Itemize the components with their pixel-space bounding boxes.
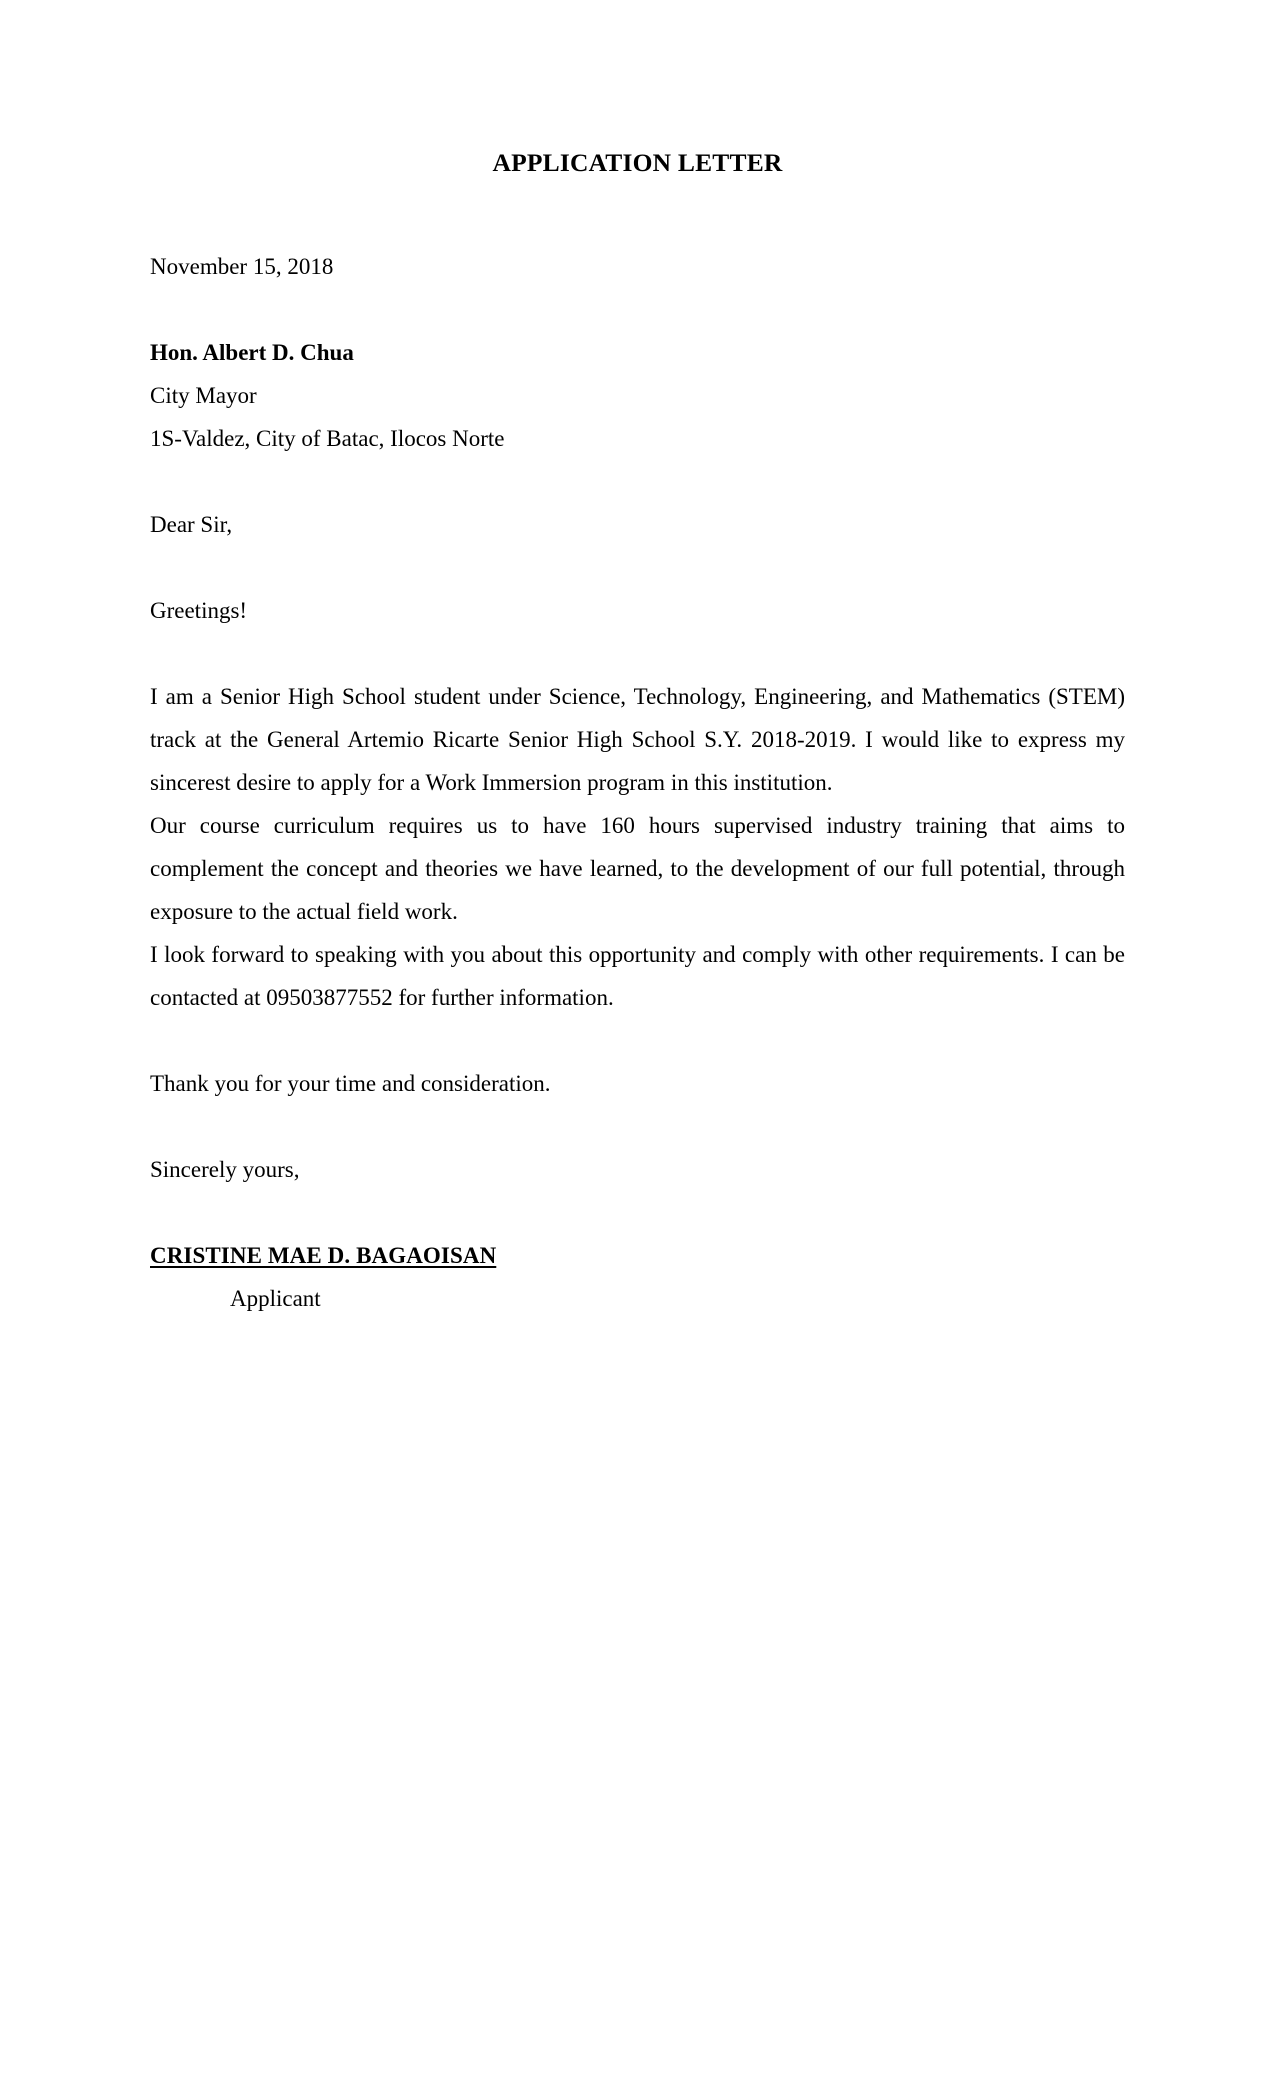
salutation: Dear Sir,: [150, 511, 233, 537]
letter-body: [150, 245, 1125, 1320]
letter-date: November 15, 2018: [150, 253, 334, 279]
spacer-after-address: [150, 460, 1125, 503]
signature-name: CRISTINE MAE D. BAGAOISAN: [150, 1242, 497, 1268]
spacer-after-date: [150, 288, 1125, 331]
recipient-name: Hon. Albert D. Chua: [150, 339, 354, 365]
body-paragraph-2: Our course curriculum requires us to have 160 hours supervised industry training that aims to complement the concept and theories we have learned, to the development of our full potential, through exposure to the actual field work.: [150, 812, 1125, 924]
page-title: APPLICATION LETTER: [492, 148, 783, 177]
spacer-before-thanks: [150, 1019, 1125, 1062]
title-spacer: [150, 179, 1125, 245]
thank-you-line: Thank you for your time and consideration.: [150, 1070, 551, 1096]
spacer-before-signature: [150, 1191, 1125, 1234]
recipient-address: 1S-Valdez, City of Batac, Ilocos Norte: [150, 425, 505, 451]
greeting: Greetings!: [150, 597, 248, 623]
closing-line: Sincerely yours,: [150, 1156, 300, 1182]
spacer-after-thanks: [150, 1105, 1125, 1148]
signature-name-row: [150, 1234, 1125, 1277]
spacer-after-greeting: [150, 632, 1125, 675]
body-paragraph-1: I am a Senior High School student under Science, Technology, Engineering, and Mathematics (STEM) track at the General Artemio Ricarte Senior High School S.Y. 2018-2019. I would like to express my sincerest desire to apply for a Work Immersion program in this institution.: [150, 683, 1125, 795]
recipient-position: City Mayor: [150, 382, 257, 408]
signature-role: Applicant: [230, 1285, 321, 1311]
body-paragraph-3: I look forward to speaking with you about this opportunity and comply with other requirements. I can be contacted at 09503877552 for further information.: [150, 941, 1125, 1010]
spacer-after-salutation: [150, 546, 1125, 589]
